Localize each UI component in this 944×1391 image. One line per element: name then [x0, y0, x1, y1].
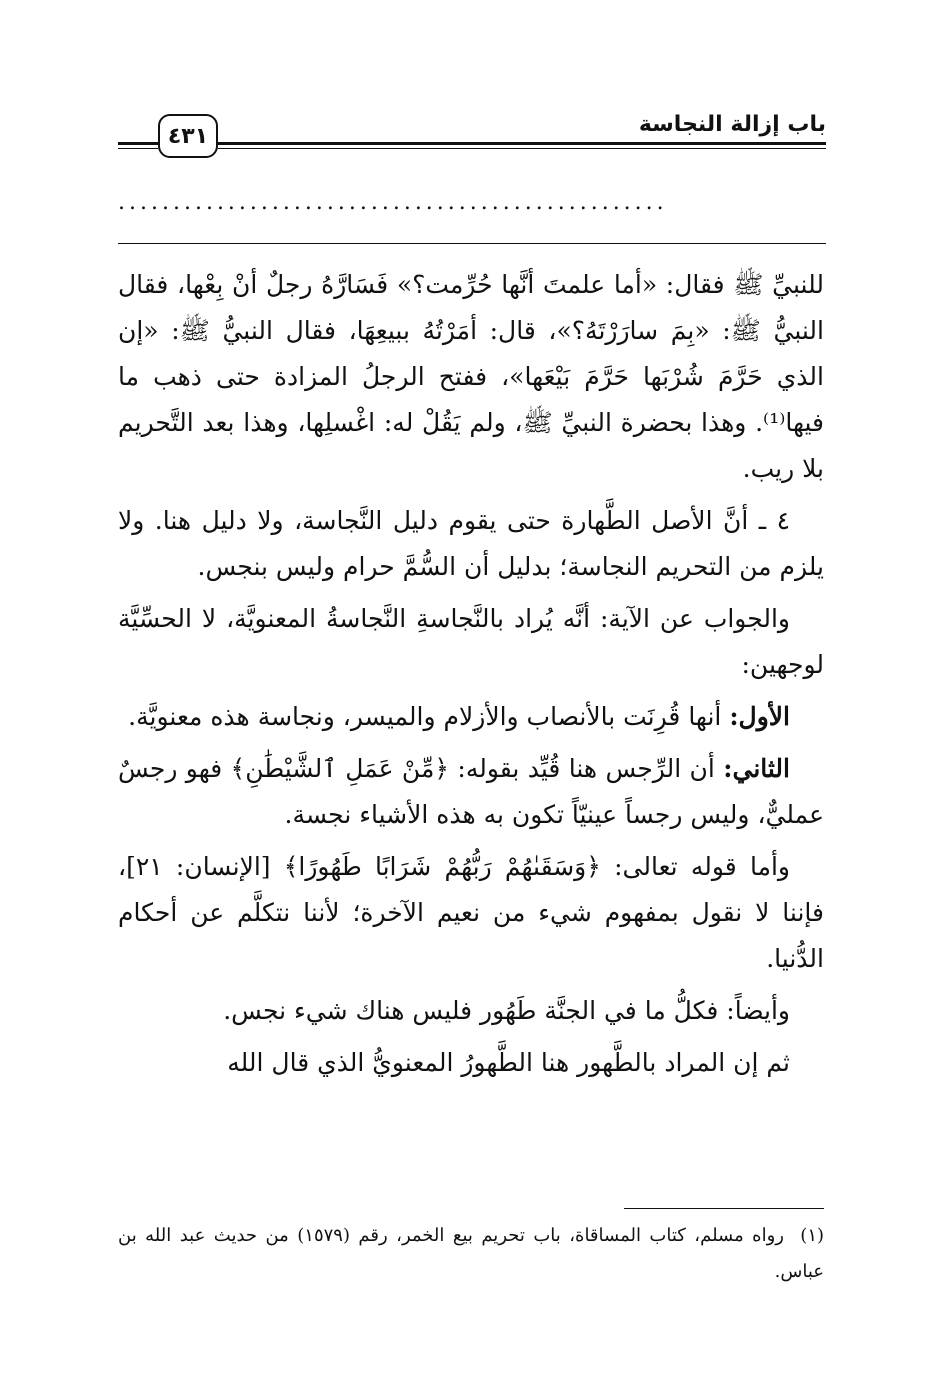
page-number: ٤٣١ [158, 114, 218, 158]
footnote-text: رواه مسلم، كتاب المساقاة، باب تحريم بيع الخمر، رقم (١٥٧٩) من حديث عبد الله بن عباس. [118, 1225, 824, 1282]
header-rule-left-thin [118, 148, 158, 149]
paragraph-5-text: أن الرِّجس هنا قُيِّد بقوله: ﴿مِّنْ عَمَلِ ٱلشَّيْطَٰنِ﴾ فهو رجسٌ عمليٌّ، وليس رجساً عينيّاً تكون به هذه الأشياء نجسة. [118, 754, 824, 829]
paragraph-4 [118, 694, 824, 740]
label-first: الأول: [729, 702, 790, 731]
header-rule-thin [218, 148, 826, 149]
header-rule [218, 142, 826, 145]
paragraph-1: للنبيِّ ﷺ فقال: «أما علمتَ أنَّها حُرِّمت؟» فَسَارَّهُ رجلٌ أنْ بِعْها، فقال النبيُّ ﷺ: «بِمَ سارَرْتَهُ؟»، قال: أمَرْتُهُ ببيعِهَا، فقال النبيُّ ﷺ: «إن الذي حَرَّمَ شُرْبَها حَرَّمَ بَيْعَها»، ففتح الرجلُ المزادة حتى ذهب ما فيها⁽¹⁾. وهذا بحضرة النبيِّ ﷺ، ولم يَقُلْ له: اغْسلِها، وهذا بعد التَّحريم بلا ريب. [118, 270, 824, 483]
footnote-rule [624, 1208, 824, 1209]
paragraph-5 [118, 746, 824, 838]
page-header [118, 100, 826, 160]
header-rule-left [118, 142, 158, 145]
dotted-separator: .................................................. [118, 190, 668, 215]
paragraph-3: والجواب عن الآية: أنَّه يُراد بالنَّجاسةِ النَّجاسةُ المعنويَّة، لا الحسِّيَّة لوجهين: [118, 604, 824, 679]
footnote-item [118, 1218, 824, 1290]
paragraph-8: ثم إن المراد بالطَّهور هنا الطَّهورُ المعنويُّ الذي قال الله [227, 1048, 790, 1077]
footnotes [118, 1218, 824, 1290]
paragraph-7: وأيضاً: فكلُّ ما في الجنَّة طَهُور فليس هناك شيء نجس. [223, 996, 790, 1025]
paragraph-6: وأما قوله تعالى: ﴿وَسَقَىٰهُمْ رَبُّهُمْ شَرَابًا طَهُورًا﴾ [الإنسان: ٢١]، فإننا لا نقول بمفهوم شيء من نعيم الآخرة؛ لأننا نتكلَّم عن أحكام الدُّنيا. [118, 852, 824, 973]
chapter-title: باب إزالة النجاسة [638, 112, 826, 137]
content-top-rule [118, 243, 826, 244]
main-text [118, 262, 824, 1092]
label-second: الثاني: [723, 754, 790, 783]
paragraph-2: ٤ ـ أنَّ الأصل الطَّهارة حتى يقوم دليل النَّجاسة، ولا دليل هنا. ولا يلزم من التحريم النجاسة؛ بدليل أن السُّمَّ حرام وليس بنجس. [118, 506, 824, 581]
paragraph-4-text: أنها قُرِنَت بالأنصاب والأزلام والميسر، ونجاسة هذه معنويَّة. [128, 702, 722, 731]
footnote-number: (١) [800, 1225, 825, 1246]
